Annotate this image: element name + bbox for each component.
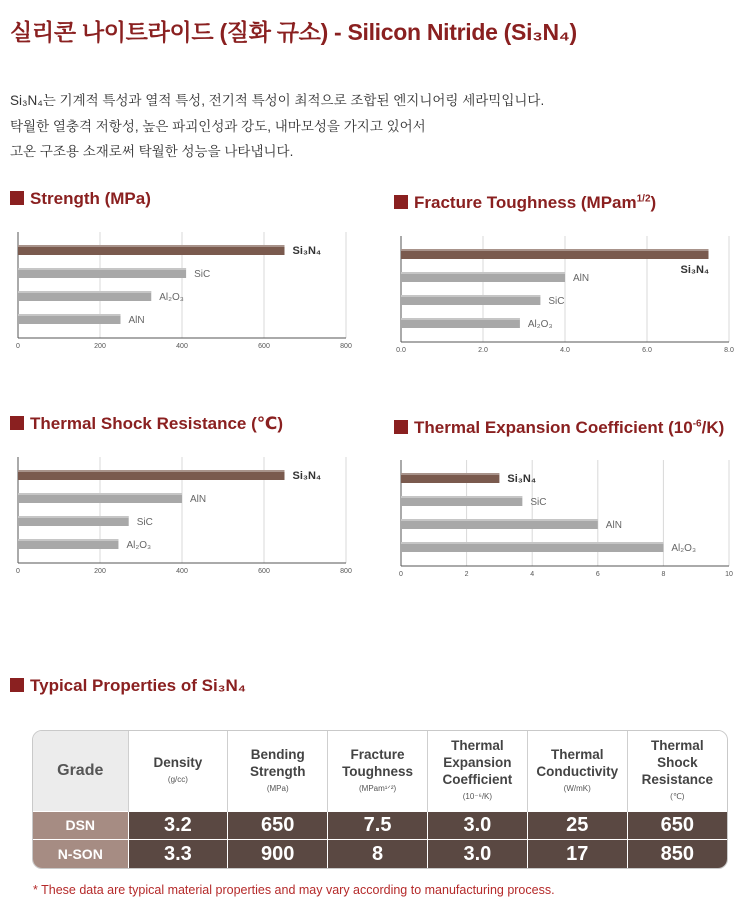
table-row [33,840,727,868]
tick-label: 8 [661,571,666,578]
bar-highlight [401,519,598,521]
intro-line-1: Si₃N₄는 기계적 특성과 열적 특성, 전기적 특성이 최적으로 조합된 엔지니어링 세라믹입니다. [10,93,545,108]
bar-label: Si₃N₄ [292,245,322,257]
page-title: 실리콘 나이트라이드 (질화 규소) - Silicon Nitride (Si₃N₄) [10,19,577,45]
bar-label: Al₂O₃ [527,319,553,330]
tick-label: 400 [176,343,188,350]
disclaimer-note: * These data are typical material properties and may vary according to manufacturing process. [33,883,555,897]
square-bullet-icon [10,678,24,692]
bar-label: Al₂O₃ [126,540,152,551]
tick-label: 800 [340,343,352,350]
tick-label: 2 [464,571,469,578]
intro-line-2: 탁월한 열충격 저항성, 높은 파괴인성과 강도, 내마모성을 가지고 있어서 [10,118,426,134]
bar-label: SiC [136,517,153,528]
bar-highlight [401,496,522,498]
bar-highlight [18,245,285,247]
bar-highlight [18,268,186,270]
bar-label: SiC [548,296,565,307]
bar-highlight [401,542,663,544]
cell-fracture-toughness: 8 [328,840,428,868]
tick-label: 400 [176,568,188,575]
properties-title: Typical Properties of Si₃N₄ [10,676,246,696]
bar-label: Si₃N₄ [507,473,537,485]
header-grade: Grade [33,731,128,811]
chart-strength [16,232,350,352]
cell-density: 3.3 [128,840,228,868]
cell-thermal-expansion: 3.0 [427,811,527,840]
cell-thermal-shock: 650 [627,811,727,840]
chart-thermal-expansion [399,460,733,580]
tick-label: 4 [530,571,535,578]
chart-strength-svg [16,232,350,352]
bar-highlight [401,473,499,475]
bar-highlight [18,314,121,316]
bar-label: SiC [530,497,547,508]
cell-bending-strength: 900 [228,840,328,868]
square-bullet-icon [394,195,408,209]
bar-label: Si₃N₄ [680,264,710,276]
chart-thermal-shock-svg [16,457,350,577]
cell-bending-strength: 650 [228,811,328,840]
cell-thermal-shock: 850 [627,840,727,868]
square-bullet-icon [10,416,24,430]
table-header-row [33,731,727,811]
header-thermal-expansion: Thermal Expansion Coefficient (10⁻⁶/K) [427,731,527,811]
cell-thermal-conductivity: 25 [527,811,627,840]
tick-label: 10 [725,571,733,578]
chart-fracture-toughness-svg [396,236,734,356]
bar-highlight [18,493,182,495]
tick-label: 200 [94,343,106,350]
chart-title-thermal-shock: Thermal Shock Resistance (℃) [10,414,283,434]
header-bending-strength: Bending Strength (MPa) [228,731,328,811]
bar-label: AlN [573,273,590,284]
cell-density: 3.2 [128,811,228,840]
tick-label: 2.0 [478,347,488,354]
bar-label: AlN [605,520,622,531]
tick-label: 6 [595,571,600,578]
tick-label: 600 [258,568,270,575]
cell-thermal-conductivity: 17 [527,840,627,868]
cell-fracture-toughness: 7.5 [328,811,428,840]
bar-highlight [18,470,285,472]
bar-label: Al₂O₃ [159,292,184,303]
tick-label: 8.0 [724,347,734,354]
tick-label: 600 [258,343,270,350]
tick-label: 0 [16,568,20,575]
header-density: Density (g/cc) [128,731,228,811]
chart-title-strength: Strength (MPa) [10,189,151,209]
header-thermal-shock: Thermal Shock Resistance (℃) [627,731,727,811]
intro-line-3: 고온 구조용 소재로써 탁월한 성능을 나타냅니다. [10,144,294,159]
bar-highlight [18,291,151,293]
chart-fracture-toughness [396,236,734,356]
square-bullet-icon [10,191,24,205]
chart-thermal-shock [16,457,350,577]
properties-table [32,730,728,869]
chart-thermal-expansion-svg [399,460,733,580]
tick-label: 0.0 [396,347,406,354]
bar-highlight [18,539,118,541]
bar-label: AlN [190,494,207,505]
bar-highlight [401,249,709,251]
bar-highlight [401,272,565,274]
cell-thermal-expansion: 3.0 [427,840,527,868]
chart-title-thermal-expansion: Thermal Expansion Coefficient $(10^{-6}/K)$ [394,418,724,438]
tick-label: 800 [340,568,352,575]
bar-label: SiC [194,269,211,280]
bar-label: Si₃N₄ [292,470,322,482]
tick-label: 200 [94,568,106,575]
chart-title-fracture-toughness: Fracture Toughness (MPam$^{1/2}$) [394,193,656,213]
tick-label: 0 [399,571,403,578]
table-row [33,811,727,840]
tick-label: 6.0 [642,347,652,354]
header-thermal-conductivity: Thermal Conductivity (W/mK) [527,731,627,811]
square-bullet-icon [394,420,408,434]
bar-highlight [401,295,540,297]
tick-label: 0 [16,343,20,350]
header-fracture-toughness: Fracture Toughness (MPam¹ᐟ²) [328,731,428,811]
bar-highlight [401,318,520,320]
bar-highlight [18,516,129,518]
cell-grade: N-SON [33,840,128,868]
bar-label: Al₂O₃ [671,543,697,554]
intro-text [10,88,544,165]
cell-grade: DSN [33,811,128,840]
bar-label: AlN [128,315,145,326]
tick-label: 4.0 [560,347,570,354]
